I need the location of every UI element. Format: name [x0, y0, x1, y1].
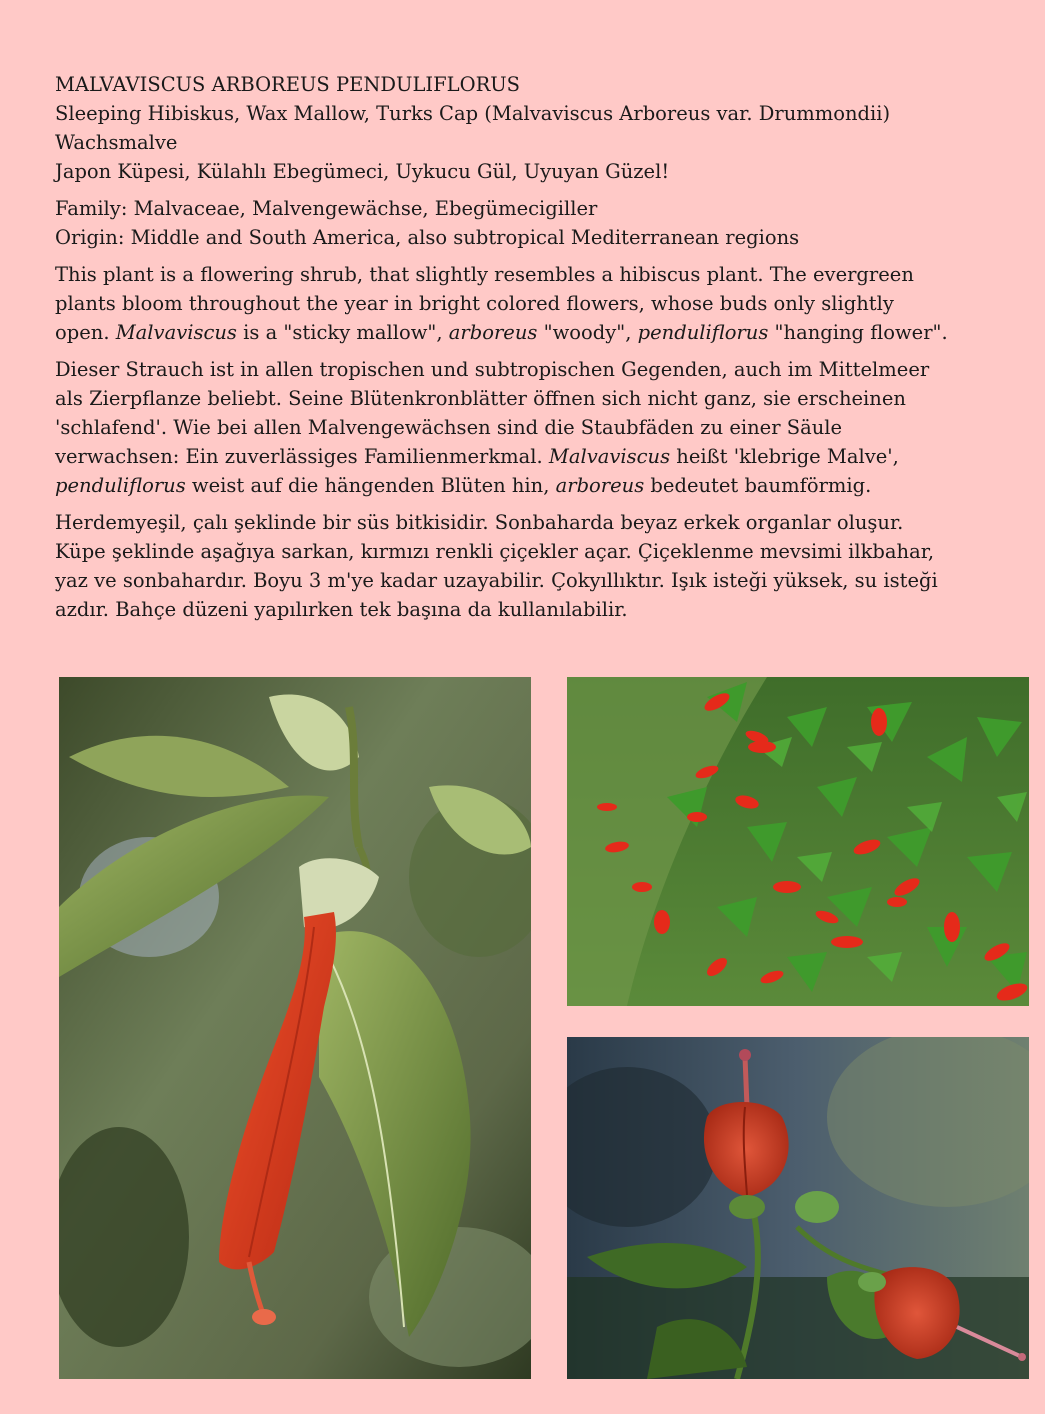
text-run: heißt 'klebrige Malve', — [670, 445, 899, 468]
scientific-name: MALVAVISCUS ARBOREUS PENDULIFLORUS — [55, 73, 521, 96]
common-names-english: Sleeping Hibiskus, Wax Mallow, Turks Cap (Malvaviscus Arboreus var. Drummondii) — [55, 102, 891, 125]
hanging-flower-illustration — [59, 677, 531, 1379]
english-paragraph — [55, 260, 1005, 347]
turkish-line: azdır. Bahçe düzeni yapılırken tek başına da kullanılabilir. — [55, 598, 628, 621]
photo-hanging-flower — [59, 677, 531, 1379]
flowering-shrub-illustration — [567, 677, 1029, 1006]
text-content — [55, 70, 1005, 632]
german-line — [55, 442, 1005, 471]
german-line — [55, 471, 1005, 500]
english-line: This plant is a flowering shrub, that slightly resembles a hibiscus plant. The evergreen — [55, 263, 914, 286]
text-run: bedeutet baumförmig. — [644, 474, 872, 497]
italic-term: arboreus — [555, 474, 645, 497]
turkish-line: Herdemyeşil, çalı şeklinde bir süs bitkisidir. Sonbaharda beyaz erkek organlar oluşur. — [55, 511, 904, 534]
text-run: verwachsen: Ein zuverlässiges Familienmerkmal. — [55, 445, 549, 468]
meta-block — [55, 194, 1005, 252]
italic-term: penduliflorus — [637, 321, 769, 344]
text-run: "hanging flower". — [768, 321, 948, 344]
german-line: Dieser Strauch ist in allen tropischen und subtropischen Gegenden, auch im Mittelmeer — [55, 358, 930, 381]
italic-term: Malvaviscus — [115, 321, 237, 344]
german-line: 'schlafend'. Wie bei allen Malvengewächsen sind die Staubfäden zu einer Säule — [55, 416, 843, 439]
italic-term: penduliflorus — [55, 474, 186, 497]
common-names-german: Wachsmalve — [55, 131, 178, 154]
turkish-line: yaz ve sonbahardır. Boyu 3 m'ye kadar uzayabilir. Çokyıllıktır. Işık isteği yüksek, su isteği — [55, 569, 938, 592]
heading-block — [55, 70, 1005, 186]
photo-flower-stamens — [567, 1037, 1029, 1379]
english-line: plants bloom throughout the year in bright colored flowers, whose buds only slightly — [55, 292, 894, 315]
italic-term: arboreus — [448, 321, 538, 344]
text-run: "woody", — [537, 321, 638, 344]
text-run: open. — [55, 321, 116, 344]
turkish-paragraph — [55, 508, 1005, 624]
text-run: weist auf die hängenden Blüten hin, — [185, 474, 556, 497]
german-paragraph — [55, 355, 1005, 500]
common-names-turkish: Japon Küpesi, Külahlı Ebegümeci, Uykucu Gül, Uyuyan Güzel! — [55, 160, 670, 183]
photo-flowering-shrub — [567, 677, 1029, 1006]
text-run: is a "sticky mallow", — [236, 321, 449, 344]
turkish-line: Küpe şeklinde aşağıya sarkan, kırmızı renkli çiçekler açar. Çiçeklenme mevsimi ilkbahar, — [55, 540, 935, 563]
origin-line: Origin: Middle and South America, also subtropical Mediterranean regions — [55, 226, 800, 249]
flower-stamens-illustration — [567, 1037, 1029, 1379]
german-line: als Zierpflanze beliebt. Seine Blütenkronblätter öffnen sich nicht ganz, sie erscheinen — [55, 387, 906, 410]
english-line — [55, 318, 1005, 347]
family-line: Family: Malvaceae, Malvengewächse, Ebegümecigiller — [55, 197, 598, 220]
italic-term: Malvaviscus — [548, 445, 671, 468]
